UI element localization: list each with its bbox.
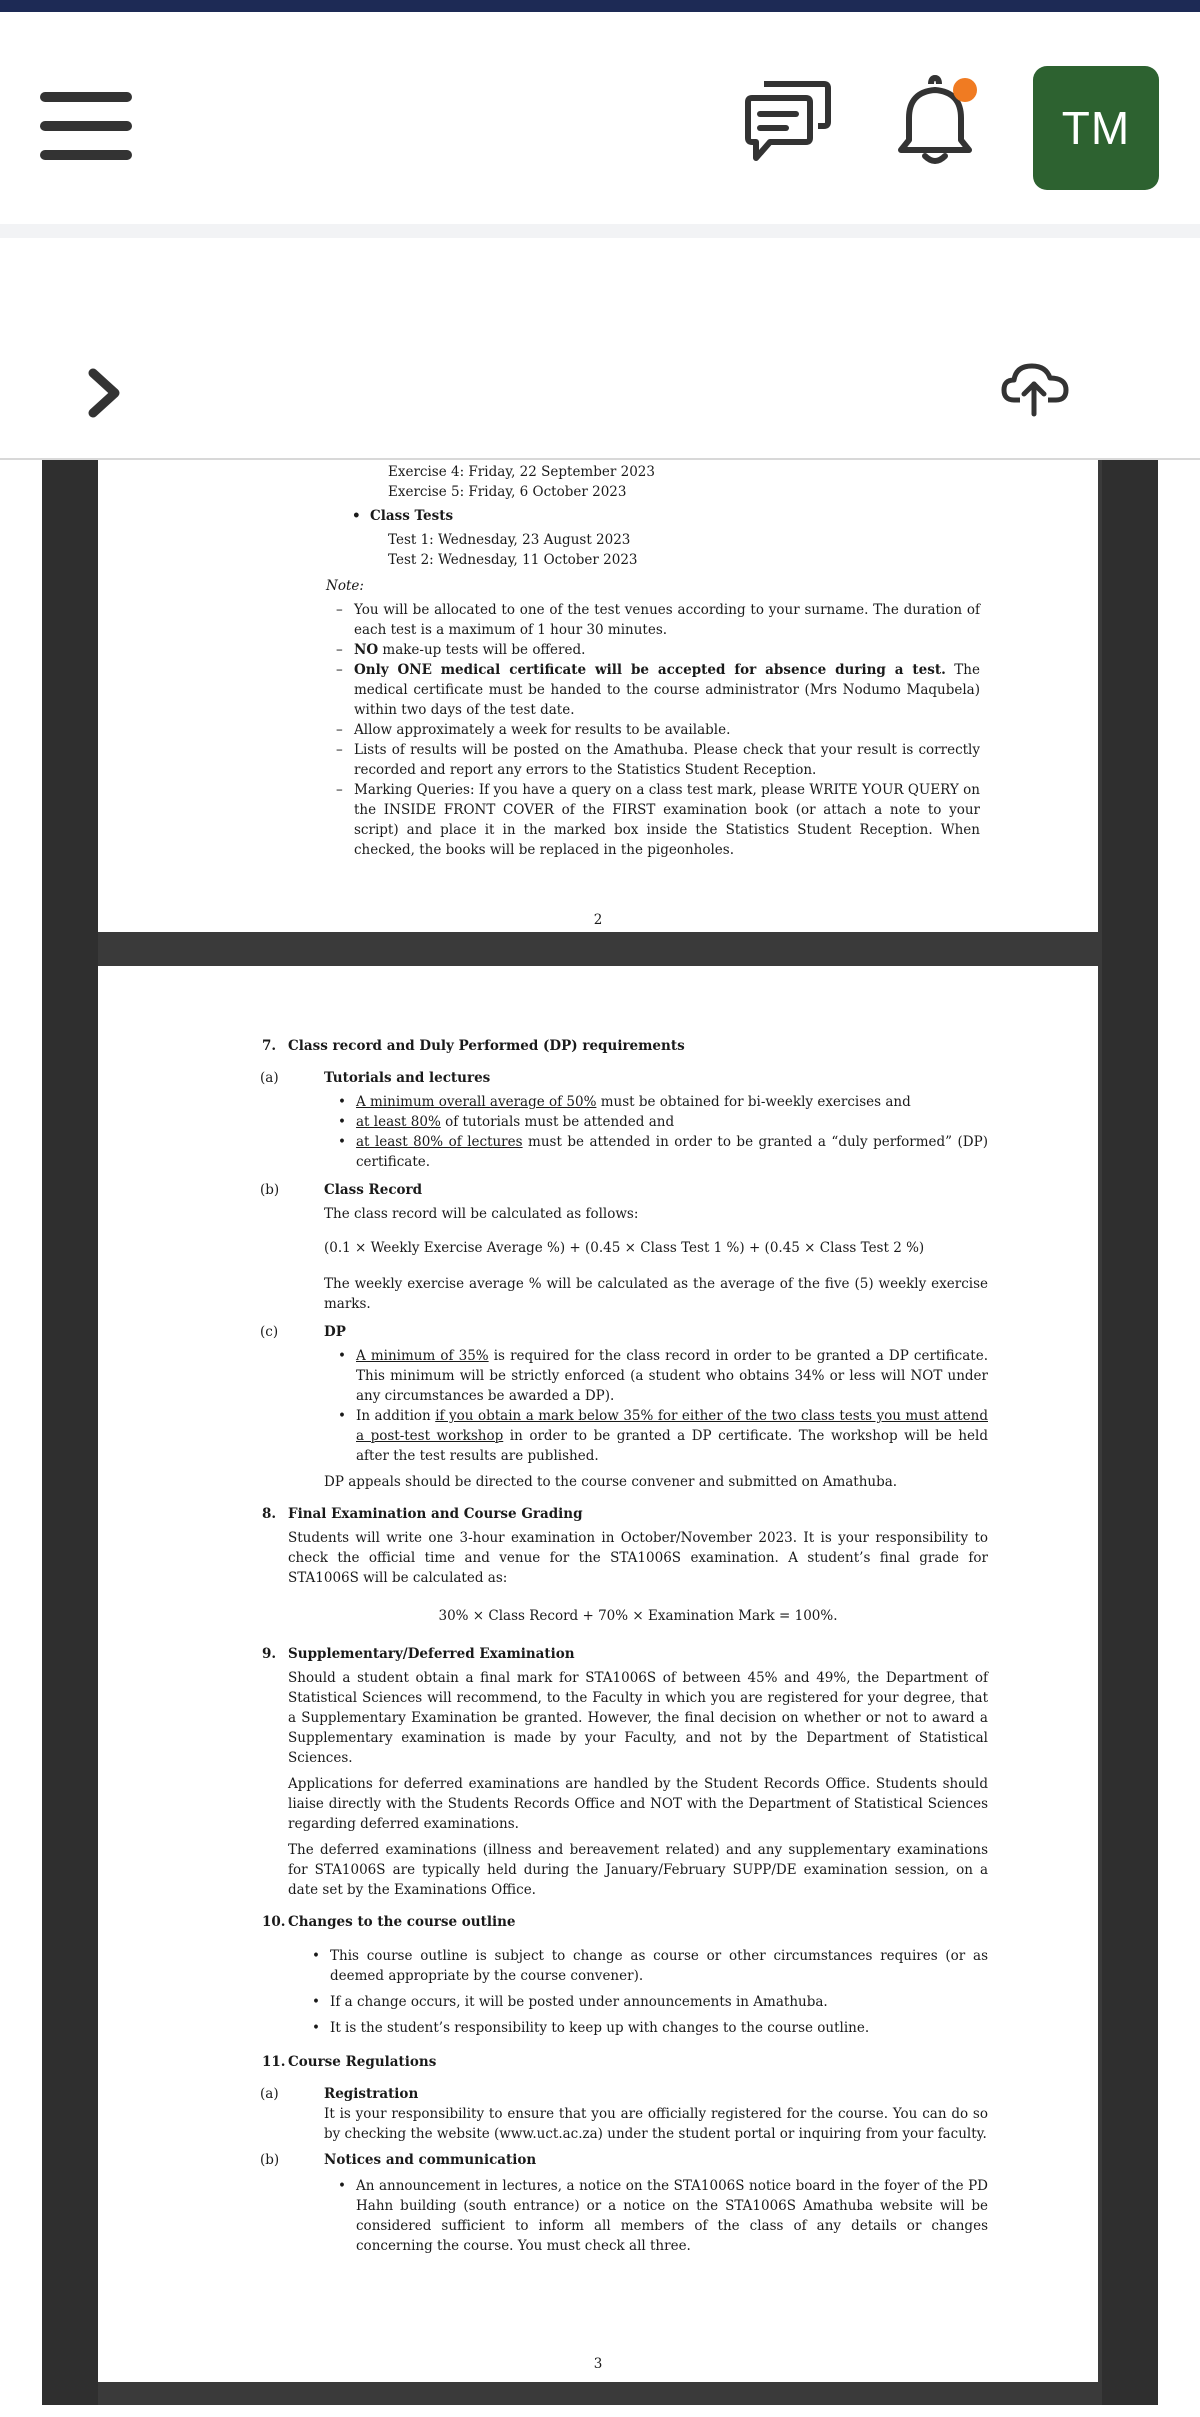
chat-button[interactable] — [740, 72, 832, 172]
paragraph: Students will write one 3-hour examination in October/November 2023. It is your responsibility to check the official time and venue for the STA1006S examination. A student’s final grade for STA1006S will be calculated as: — [288, 1530, 988, 1586]
list-text: in order to be granted a DP certificate. The workshop will be held after the test results are published. — [356, 1428, 989, 1464]
section-title: Class record and Duly Performed (DP) requirements — [288, 1038, 685, 1054]
pdf-viewer[interactable] — [42, 460, 1158, 2405]
note-item — [334, 660, 980, 720]
notifications-button[interactable] — [885, 70, 985, 170]
test-2-date: Test 2: Wednesday, 11 October 2023 — [388, 552, 638, 568]
subsection-title: Registration — [324, 2086, 419, 2102]
subsection-label: (b) — [260, 1182, 280, 1198]
section-number: 7. — [262, 1038, 277, 1054]
section-number: 10. — [262, 1914, 286, 1930]
viewer-margin — [1102, 460, 1158, 2405]
avatar[interactable]: TM — [1033, 66, 1159, 190]
section-number: 8. — [262, 1506, 277, 1522]
test-1-date: Test 1: Wednesday, 23 August 2023 — [388, 532, 631, 548]
emphasis: Only ONE medical certificate will be accepted for absence during a test. — [354, 662, 946, 678]
subsection-title: Tutorials and lectures — [324, 1070, 491, 1086]
note-text: The medical certificate must be handed to the course administrator (Mrs Nodumo Maqubela) within two days of the test date. — [354, 662, 980, 718]
menu-icon-bar — [40, 121, 132, 131]
cloud-upload-icon[interactable] — [1000, 358, 1070, 418]
note-item — [334, 640, 980, 660]
pdf-page-2 — [98, 460, 1098, 932]
list-item — [336, 1112, 988, 1132]
section-title: Supplementary/Deferred Examination — [288, 1646, 575, 1662]
list-item: • It is the student’s responsibility to keep up with changes to the course outline. — [310, 2018, 988, 2038]
paragraph: The weekly exercise average % will be calculated as the average of the five (5) weekly exercise marks. — [324, 1276, 988, 1312]
underlined-text: A minimum of 35% — [356, 1348, 489, 1364]
list-item — [336, 1092, 988, 1112]
note-text: make-up tests will be offered. — [382, 642, 586, 658]
section-title: Changes to the course outline — [288, 1914, 516, 1930]
paragraph: DP appeals should be directed to the course convener and submitted on Amathuba. — [324, 1474, 898, 1490]
class-record-formula: (0.1 × Weekly Exercise Average %) + (0.45 × Class Test 1 %) + (0.45 × Class Test 2 %) — [324, 1240, 925, 1256]
note-item: – Lists of results will be posted on the Amathuba. Please check that your result is correctly recorded and report any errors to the Statistics Student Reception. — [334, 740, 980, 780]
list-item — [336, 1406, 988, 1466]
subsection-label: (a) — [260, 2086, 279, 2102]
top-accent-bar — [0, 0, 1200, 12]
note-item: – You will be allocated to one of the test venues according to your surname. The duration of each test is a maximum of 1 hour 30 minutes. — [334, 600, 980, 640]
underlined-text: at least 80% — [356, 1114, 441, 1130]
final-grade-formula: 30% × Class Record + 70% × Examination Mark = 100%. — [438, 1608, 838, 1624]
paragraph: The deferred examinations (illness and bereavement related) and any supplementary examinations for STA1006S are typically held during the January/February SUPP/DE examination session, on a date set by the Examinations Office. — [288, 1842, 988, 1898]
list-item: • This course outline is subject to change as course or other circumstances requires (or as deemed appropriate by the course convener). — [310, 1946, 988, 1986]
viewer-margin — [42, 460, 98, 2405]
bell-icon — [885, 70, 985, 170]
pdf-page-3 — [98, 966, 1098, 2382]
list-text: In addition — [356, 1408, 436, 1424]
emphasis: NO — [354, 642, 379, 658]
exercise-5-date: Exercise 5: Friday, 6 October 2023 — [388, 484, 627, 500]
notification-dot — [953, 78, 977, 102]
section-9 — [262, 1644, 988, 1664]
list-item: • An announcement in lectures, a notice on the STA1006S notice board in the foyer of the PD Hahn building (south entrance) or a notice on the STA1006S Amathuba website will be considered sufficient to inform all members of the class of any details or changes concerning the course. You must check all three. — [336, 2176, 988, 2256]
list-text: is required for the class record in order to be granted a DP certificate. This minimum will be strictly enforced (a student who obtains 34% or less will NOT under any circumstances be awarded a DP). — [356, 1348, 988, 1404]
class-tests-heading: • Class Tests — [350, 506, 950, 526]
subsection-label: (c) — [260, 1324, 279, 1340]
underlined-text: if you obtain a mark below 35% for either of the two class tests you must attend a post-test workshop — [356, 1408, 988, 1444]
exercise-4-date: Exercise 4: Friday, 22 September 2023 — [388, 464, 655, 480]
section-7 — [262, 1036, 988, 1056]
menu-icon-bar — [40, 92, 132, 102]
app-header — [0, 12, 1200, 224]
chat-icon — [740, 72, 832, 172]
section-8 — [262, 1504, 988, 1524]
section-number: 11. — [262, 2054, 286, 2070]
menu-button[interactable] — [40, 92, 132, 162]
list-text: must be obtained for bi-weekly exercises and — [596, 1094, 911, 1110]
underlined-text: A minimum overall average of 50% — [356, 1094, 597, 1110]
list-item: • If a change occurs, it will be posted under announcements in Amathuba. — [310, 1992, 988, 2012]
list-text: of tutorials must be attended and — [440, 1114, 675, 1130]
page-number: 2 — [593, 912, 603, 928]
subsection-label: (a) — [260, 1070, 279, 1086]
paragraph: The class record will be calculated as follows: — [324, 1206, 639, 1222]
note-item: – Marking Queries: If you have a query on a class test mark, please WRITE YOUR QUERY on the INSIDE FRONT COVER of the FIRST examination book (or attach a note to your script) and place it in the marked box inside the Statistics Student Reception. When checked, the books will be replaced in the pigeonholes. — [334, 780, 980, 860]
page-number: 3 — [593, 2356, 603, 2372]
note-label: Note: — [326, 578, 364, 594]
section-title: Final Examination and Course Grading — [288, 1506, 583, 1522]
paragraph: Should a student obtain a final mark for STA1006S of between 45% and 49%, the Department of Statistical Sciences will recommend, to the Faculty in which you are registered for your degree, that a Supplementary Examination be granted. However, the final decision on whether or not to award a Supplementary examination is made by your Faculty, and not by the Department of Statistical Sciences. — [288, 1670, 988, 1766]
subsection-title: DP — [324, 1324, 346, 1340]
subsection-title: Notices and communication — [324, 2152, 537, 2168]
menu-icon-bar — [40, 150, 132, 160]
section-number: 9. — [262, 1646, 277, 1662]
paragraph: It is your responsibility to ensure that you are officially registered for the course. You can do so by checking the website (www.uct.ac.za) under the student portal or inquiring from your faculty. — [324, 2106, 988, 2142]
note-item: – Allow approximately a week for results to be available. — [334, 720, 980, 740]
section-11 — [262, 2052, 988, 2072]
document-toolbar — [0, 238, 1200, 460]
list-text: must be attended in order to be granted a “duly performed” (DP) certificate. — [356, 1134, 988, 1170]
subsection-title: Class Record — [324, 1182, 423, 1198]
list-item — [336, 1132, 988, 1172]
paragraph: Applications for deferred examinations are handled by the Student Records Office. Students should liaise directly with the Students Records Office and NOT with the Department of Statistical Sciences regarding deferred examinations. — [288, 1776, 988, 1832]
underlined-text: at least 80% of lectures — [356, 1134, 523, 1150]
chevron-right-icon[interactable] — [85, 363, 125, 423]
list-item — [336, 1346, 988, 1406]
section-title: Course Regulations — [288, 2054, 437, 2070]
section-10 — [262, 1912, 988, 1932]
subsection-label: (b) — [260, 2152, 280, 2168]
header-divider — [0, 224, 1200, 238]
